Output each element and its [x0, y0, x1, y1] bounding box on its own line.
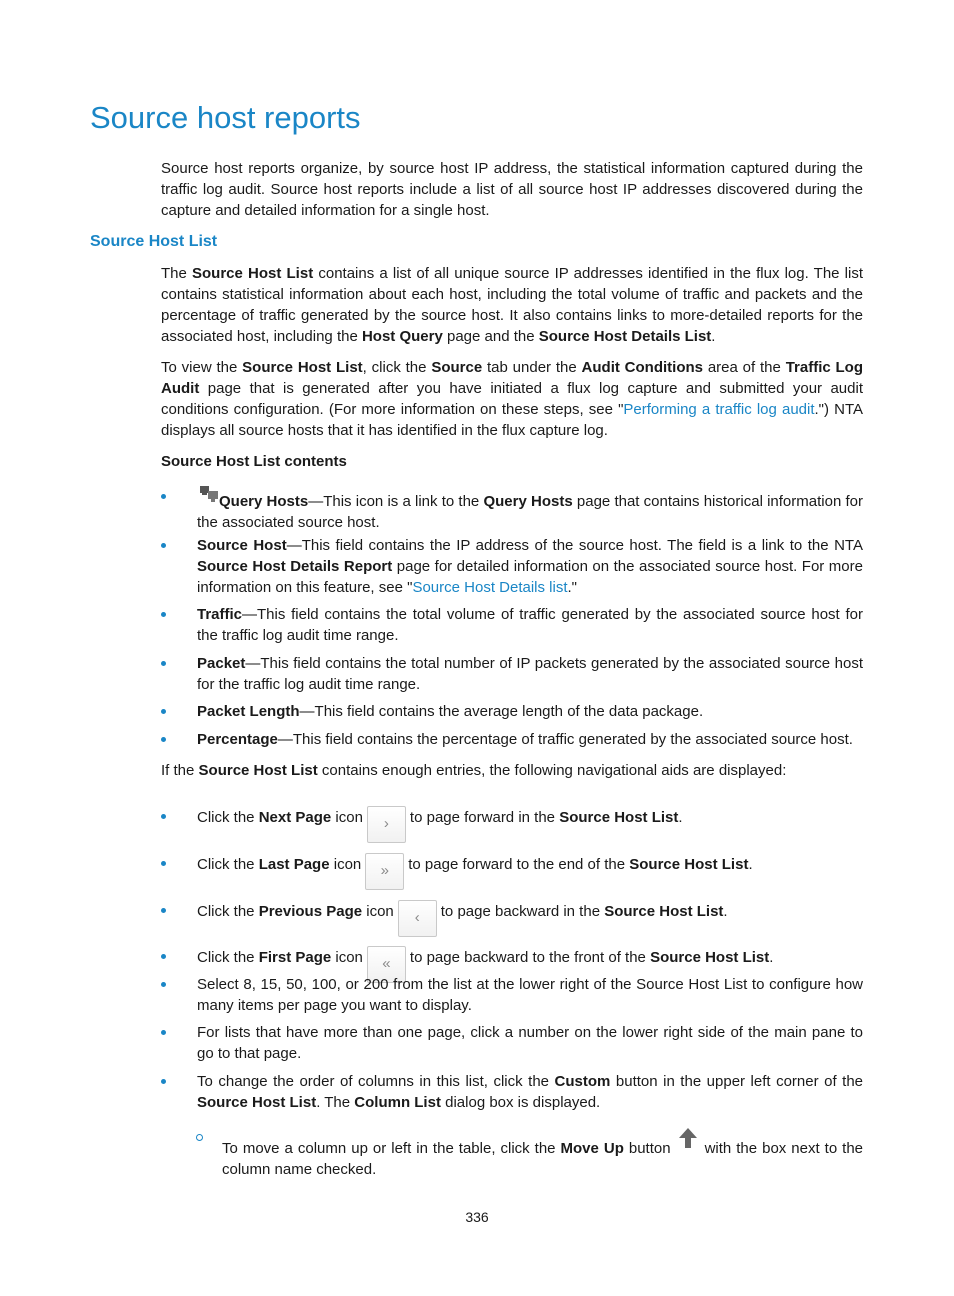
bullet-icon [161, 982, 166, 987]
source-host-details-list-link[interactable]: Source Host Details list [412, 579, 568, 596]
bullet-icon [161, 494, 166, 499]
query-hosts-icon[interactable] [197, 486, 219, 504]
previous-page-icon[interactable]: ‹ [398, 900, 437, 937]
first-page-icon[interactable]: « [367, 946, 406, 983]
document-page: Source host reports Source host reports organize, by source host IP address, the statistical information captured during the traffic log audit. Source host reports include a list of all source host IP addresses discovered during the capture and detailed information for a single host. Source Host List The Source Host List contains a list of all unique source IP addresses identified in the flux log. The list contains statistical information about each host, including the total volume of traffic and packets and the percentage of traffic generated by the source host. It also contains links to more-detailed reports for the associated host, including the Host Query page and the Source Host Details List. To view the Source Host List, click the Source tab under the Audit Conditions area of the Traffic Log Audit page that is generated after you have initiated a flux log capture and submitted your audit conditions configuration. (For more information on these steps, see "Performing a traffic log audit.") NTA displays all source hosts that it has identified in the flux capture log. Source Host List contents Query Hosts—This icon is a link to the Query Hosts page that contains historical information for the associated source host. Source Host—This field contains the IP address of the source host. The field is a link to the NTA Source Host Details Report page for detailed information on the associated source host. For more information on this feature, see "Source Host Details list." Traffic—This field contains the total volume of traffic generated by the associated source host for the traffic log audit time range. Packet—This field contains the total number of IP packets generated by the associated source host for the traffic log audit time range. Packet Length—This field contains the average length of the data package. Percentage—This field contains the percentage of traffic generated by the associated source host. If the Source Host List contains enough entries, the following navigational aids are displayed: Click the Next Page icon › to page forward in the Source Host List. Click the Last Page icon » to page forward to the end of the Source Host List. Click the Previous Page icon ‹ to page backward in the Source Host List. Click the First Page icon « to page backward to the front of the Source Host List. Select 8, 15, 50, 100, or 200 from the list at the lower right of the Source Host List to configure how many items per page you want to display. For lists that have more than one page, click a number on the lower right side of the main pane to go to that page. To change the order of columns in this list, click the Custom button in the upper left corner of the Source Host List. The Column List dialog box is displayed. To move a column up or left in the table, click the Move Up button with the box next to the column name checked. 336 [0, 0, 954, 1296]
last-page-icon[interactable]: » [365, 853, 404, 890]
bullet-icon [161, 709, 166, 714]
performing-traffic-log-audit-link[interactable]: Performing a traffic log audit [623, 401, 815, 418]
bullet-icon [161, 661, 166, 666]
bullet-icon [161, 543, 166, 548]
bullet-icon [161, 954, 166, 959]
bullet-icon [161, 1030, 166, 1035]
move-up-icon[interactable] [677, 1127, 699, 1149]
bullet-icon [161, 612, 166, 617]
section-heading: Source Host List [90, 233, 218, 250]
navigation-intro-paragraph: If the Source Host List contains enough entries, the following navigational aids are displayed: [161, 762, 787, 779]
bullet-icon [161, 814, 166, 819]
contents-subheading: Source Host List contents [161, 453, 347, 470]
sub-bullet-icon [196, 1134, 203, 1141]
bullet-icon [161, 737, 166, 742]
intro-paragraph: Source host reports organize, by source host IP address, the statistical information captured during the traffic log audit. Source host reports include a list of all source host IP addresses discovered during the capture and detailed information for a single host. [161, 160, 863, 219]
next-page-icon[interactable]: › [367, 806, 406, 843]
bullet-icon [161, 908, 166, 913]
list-description-paragraph: The Source Host List contains a list of all unique source IP addresses identified in the flux log. The list contains statistical information about each host, including the total volume of traffic and packets and the percentage of traffic generated by the source host. It also contains links to more-detailed reports for the associated host, including the Host Query page and the Source Host Details List. [161, 265, 864, 345]
view-instructions-paragraph: To view the Source Host List, click the Source tab under the Audit Conditions area of the Traffic Log Audit page that is generated after you have initiated a flux log capture and submitted your audit conditions configuration. (For more information on these steps, see "Performing a traffic log audit.") NTA displays all source hosts that it has identified in the flux capture log. [161, 359, 864, 439]
bullet-icon [161, 1079, 166, 1084]
bullet-icon [161, 861, 166, 866]
page-number: 336 [465, 1209, 489, 1225]
page-title: Source host reports [90, 100, 361, 135]
